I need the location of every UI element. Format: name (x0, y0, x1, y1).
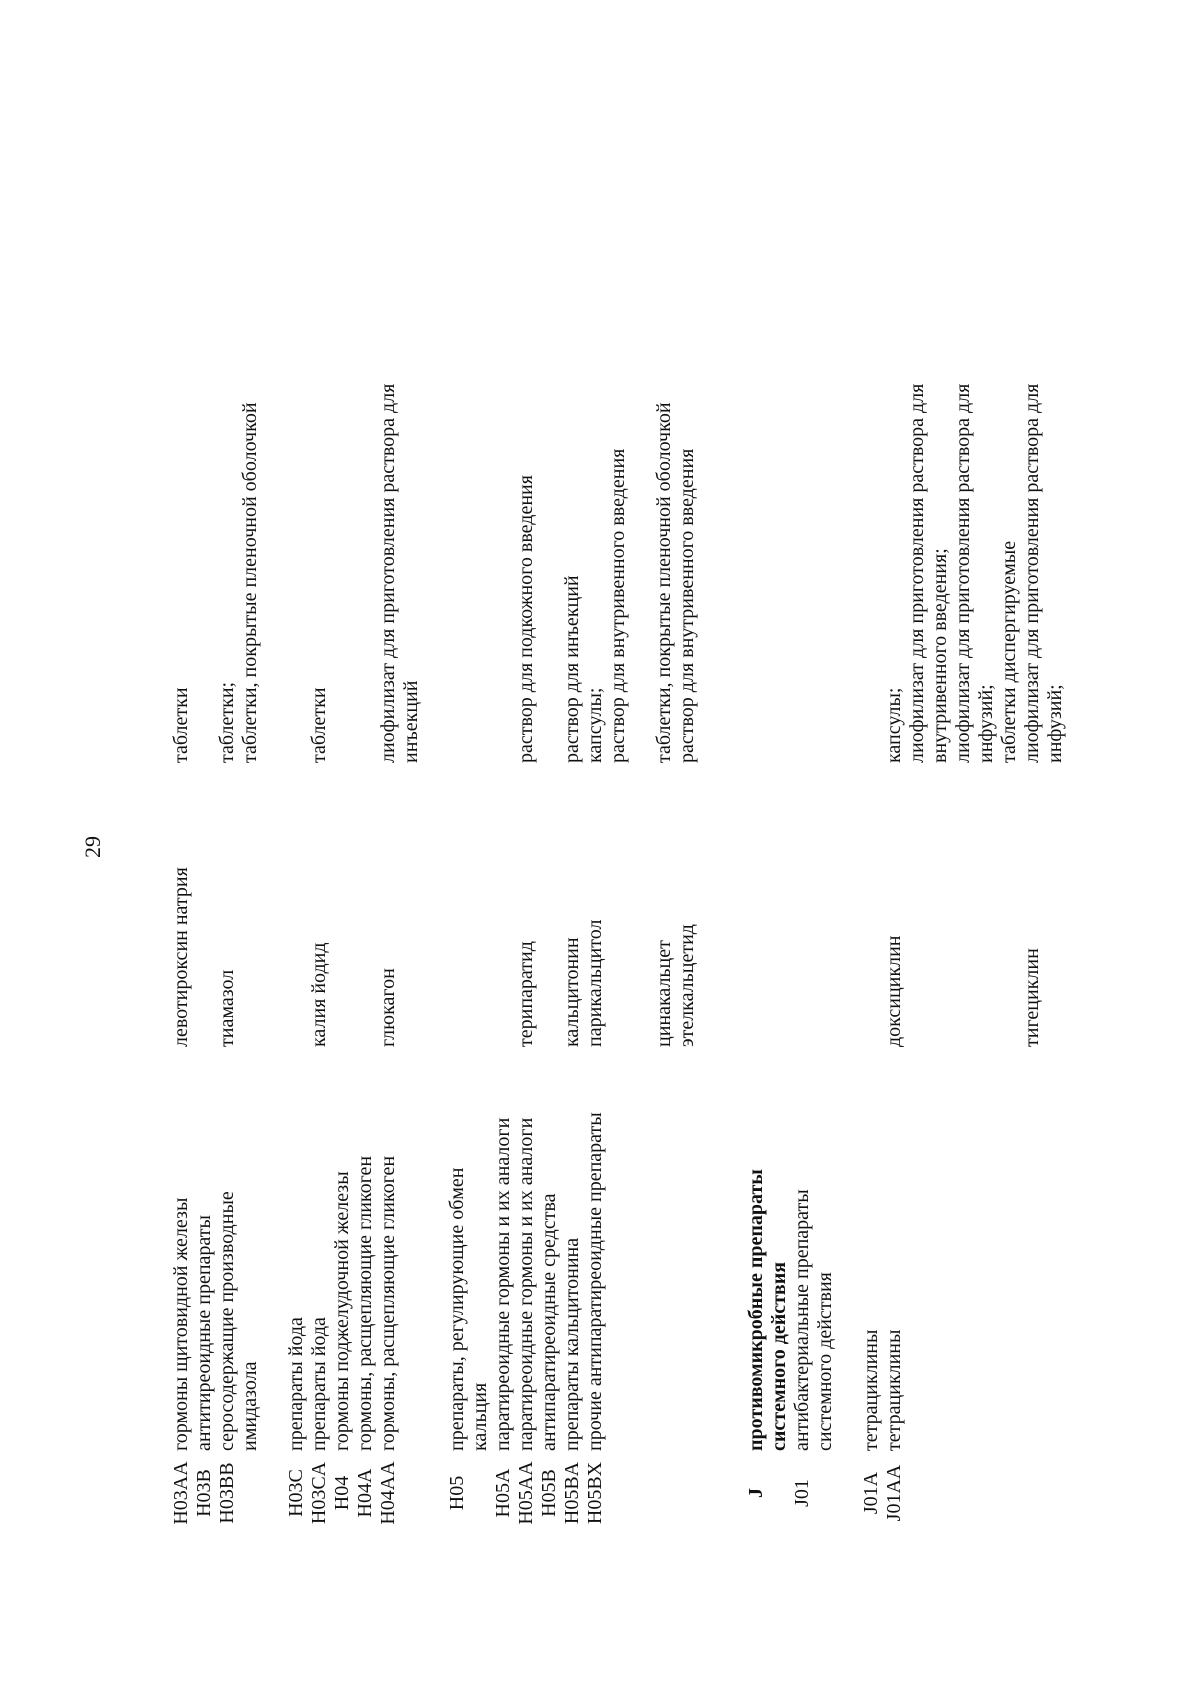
atc-code: H04A (354, 1468, 376, 1518)
table-row (377, 113, 423, 1533)
atc-code: H05BA (561, 1461, 583, 1525)
row-spacer (837, 113, 860, 1533)
atc-code: H03BB (216, 1462, 238, 1524)
anatomic-group: препараты, регулирующие обмен кальция (446, 1167, 491, 1451)
dosage-form: капсулы; лиофилизат для приготовления раствора для внутривенного введения; лиофилизат для приготовления раствора для инфузий; таблетки диспергируемые (883, 383, 1020, 763)
drug-name: цинакальцет (653, 940, 675, 1047)
table-row (653, 113, 676, 1533)
table-row (1021, 113, 1067, 1533)
drug-name: терипаратид (515, 941, 537, 1047)
atc-code: H05AA (515, 1461, 537, 1525)
anatomic-group: тетрациклины (883, 1329, 905, 1451)
drug-name: парикальцитол (584, 919, 606, 1047)
atc-code: J01A (860, 1471, 882, 1515)
drug-name: глюкагон (377, 968, 399, 1047)
row-spacer (722, 113, 745, 1533)
table-row (676, 113, 699, 1533)
atc-code: H05A (492, 1468, 514, 1518)
table-row (446, 113, 492, 1533)
anatomic-group: гормоны поджелудочной железы (331, 1171, 353, 1451)
drug-name: калия йодид (308, 942, 330, 1047)
drug-name: левотироксин натрия (170, 867, 192, 1047)
anatomic-group: препараты йода (308, 1317, 330, 1451)
anatomic-group: антитиреоидные препараты (193, 1215, 215, 1451)
atc-code: H04 (331, 1475, 353, 1511)
atc-code: H05BX (584, 1461, 606, 1525)
dosage-form: раствор для инъекций (561, 575, 583, 763)
drug-table (170, 113, 1067, 1533)
anatomic-group: гормоны, расщепляющие гликоген (377, 1155, 399, 1451)
table-row (170, 113, 193, 1533)
drug-name: доксициклин (883, 935, 905, 1047)
drug-name: тиамазол (216, 969, 238, 1047)
dosage-form: таблетки, покрытые пленочной оболочкой (653, 402, 675, 763)
row-spacer (630, 113, 653, 1533)
dosage-form: лиофилизат для приготовления раствора для инфузий; (1021, 383, 1066, 763)
table-row (791, 113, 837, 1533)
atc-code: J (745, 1488, 767, 1498)
table-row (538, 113, 561, 1533)
atc-code: H03AA (170, 1461, 192, 1525)
drug-name: тигециклин (1021, 948, 1043, 1047)
table-row (216, 113, 262, 1533)
anatomic-group: препараты йода (285, 1317, 307, 1451)
table-row (561, 113, 584, 1533)
dosage-form: таблетки; таблетки, покрытые пленочной оболочкой (216, 402, 261, 763)
table-row (308, 113, 331, 1533)
page-number: 29 (80, 836, 105, 858)
anatomic-group: прочие антипаратиреоидные препараты (584, 1112, 606, 1451)
table-row (745, 113, 791, 1533)
drug-name: кальцитонин (561, 937, 583, 1047)
drug-name: этелкальцетид (676, 924, 698, 1047)
table-row (354, 113, 377, 1533)
dosage-form: лиофилизат для приготовления раствора для инъекций (377, 383, 422, 763)
anatomic-group: серосодержащие производные имидазола (216, 1191, 261, 1451)
row-spacer (699, 113, 722, 1533)
atc-code: H03B (193, 1469, 215, 1517)
table-row (492, 113, 515, 1533)
anatomic-group: антибактериальные препараты системного действия (791, 1189, 836, 1451)
dosage-form: раствор для внутривенного введения (676, 448, 698, 763)
table-row (860, 113, 883, 1533)
anatomic-group: препараты кальцитонина (561, 1237, 583, 1451)
atc-code: J01 (791, 1479, 813, 1507)
anatomic-group: тетрациклины (860, 1329, 882, 1451)
dosage-form: таблетки (308, 687, 330, 763)
atc-code: H03C (285, 1469, 307, 1517)
row-spacer (262, 113, 285, 1533)
table-row (285, 113, 308, 1533)
table-row (515, 113, 538, 1533)
table-row (883, 113, 1021, 1533)
anatomic-group: гормоны щитовидной железы (170, 1197, 192, 1451)
table-row (331, 113, 354, 1533)
anatomic-group: антипаратиреоидные средства (538, 1193, 560, 1451)
dosage-form: капсулы; раствор для внутривенного введения (584, 448, 629, 763)
anatomic-group: гормоны, расщепляющие гликоген (354, 1155, 376, 1451)
atc-code: H03CA (308, 1461, 330, 1525)
table-row (584, 113, 630, 1533)
dosage-form: раствор для подкожного введения (515, 475, 537, 763)
atc-code: H05 (446, 1475, 468, 1511)
atc-code: J01AA (883, 1464, 905, 1522)
row-spacer (423, 113, 446, 1533)
atc-code: H05B (538, 1469, 560, 1517)
anatomic-group: противомикробные препараты системного действия (745, 1169, 790, 1451)
dosage-form: таблетки (170, 687, 192, 763)
atc-code: H04AA (377, 1461, 399, 1525)
anatomic-group: паратиреоидные гормоны и их аналоги (515, 1117, 537, 1451)
table-row (193, 113, 216, 1533)
anatomic-group: паратиреоидные гормоны и их аналоги (492, 1117, 514, 1451)
